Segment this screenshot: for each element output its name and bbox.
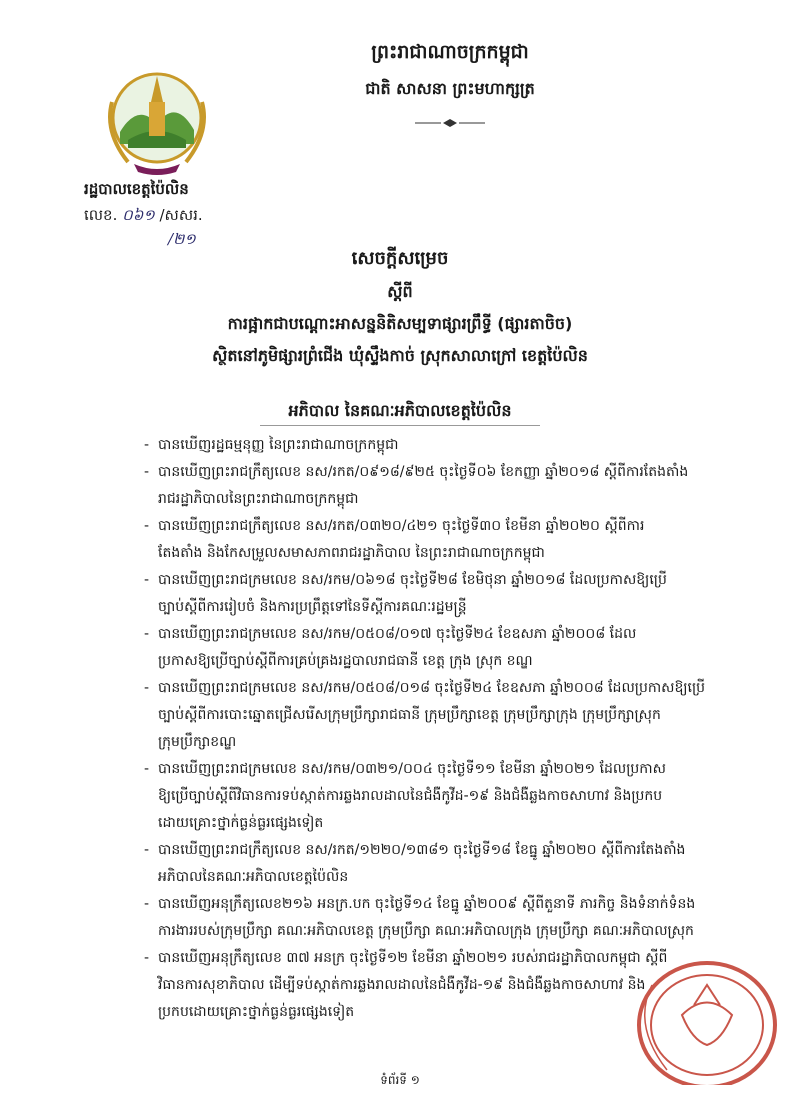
ornament-divider-icon [250,112,650,131]
clause-line: ដោយគ្រោះថ្នាក់ធ្ងន់ធ្ងរផ្សេងទៀត [158,815,324,831]
clause-line: ប្រកបដោយគ្រោះថ្នាក់ធ្ងន់ធ្ងរផ្សេងទៀត [158,1004,355,1020]
bullet-dash: - [144,437,150,453]
reference-year: /២១ [168,230,196,248]
clause-line: ការងាររបស់ក្រុមប្រឹក្សា គណៈអភិបាលខេត្ត ក្រុមប្រឹក្សា គណៈអភិបាលក្រុង ក្រុមប្រឹក្សា គណៈអភិបាលស្រុក [158,923,694,939]
clause-line: បានឃើញព្រះរាជក្រមលេខ នស/រកម/០៥០៨/០១៨ ចុះថ្ងៃទី២៤ ខែឧសភា ឆ្នាំ២០០៨ ដែលប្រកាសឱ្យប្រើ [158,680,706,696]
clause-item [144,567,744,621]
clause-item [144,891,744,945]
clause-line: បានឃើញអនុក្រឹត្យលេខ ៣៧ អនក្រ ចុះថ្ងៃទី១២ ខែមីនា ឆ្នាំ២០២១ របស់រាជរដ្ឋាភិបាលកម្ពុជា ស្តីពី [158,950,668,966]
bullet-dash: - [144,572,150,588]
clause-line: បានឃើញព្រះរាជក្រមលេខ នស/រកម/០៣២១/០០៤ ចុះថ្ងៃទី១១ ខែមីនា ឆ្នាំ២០២១ ដែលប្រកាស [158,761,666,777]
considerations-list [144,432,744,1026]
clause-line: បានឃើញរដ្ឋធម្មនុញ្ញ នៃព្រះរាជាណាចក្រកម្ពុជា [158,437,399,453]
bullet-dash: - [144,896,150,912]
clause-line: បានឃើញព្រះរាជក្រឹត្យលេខ នស/រកត/០៣២០/៤២១ ចុះថ្ងៃទី៣០ ខែមីនា ឆ្នាំ២០២០ ស្តីពីការ [158,518,645,534]
subject-line-1: ការផ្អាកជាបណ្តោះអាសន្ននិតិសម្បទាផ្សារព្រឹទ្ធី (ផ្សារតាចិច) [227,314,573,333]
bullet-dash: - [144,626,150,642]
clause-line: ច្បាប់ស្តីពីការបោះឆ្នោតជ្រើសរើសក្រុមប្រឹក្សារាជធានី ក្រុមប្រឹក្សាខេត្ត ក្រុមប្រឹក្សាក្រុង ក្រុមប្រឹក្សាស្រុក [158,707,661,723]
authority-heading: អភិបាល នៃគណៈអភិបាលខេត្តប៉ៃលិន [288,401,512,420]
clause-line: បានឃើញព្រះរាជក្រមលេខ នស/រកម/០៦១៨ ចុះថ្ងៃទី២៨ ខែមិថុនា ឆ្នាំ២០១៨ ដែលប្រកាសឱ្យប្រើ [158,572,667,588]
clause-line: វិធានការសុខាភិបាល ដើម្បីទប់ស្កាត់ការឆ្លងរាលដាលនៃជំងឺកូវីដ-១៩ និងជំងឺឆ្លងកាចសាហាវ និង [158,977,646,993]
clause-item [144,756,744,837]
clause-line: បានឃើញព្រះរាជក្រឹត្យលេខ នស/រកត/១២២០/១៣៨១ ចុះថ្ងៃទី១៨ ខែធ្នូ ឆ្នាំ២០២០ ស្តីពីការតែងតាំង [158,842,686,858]
issuing-authority: រដ្ឋបាលខេត្តប៉ៃលិន [84,180,189,198]
national-motto: ជាតិ សាសនា ព្រះមហាក្សត្រ [365,79,535,98]
clause-line: បានឃើញព្រះរាជក្រមលេខ នស/រកម/០៥០៨/០១៧ ចុះថ្ងៃទី២៤ ខែឧសភា ឆ្នាំ២០០៨ ដែល [158,626,637,642]
clause-line: ក្រុមប្រឹក្សាខណ្ឌ [158,734,237,750]
clause-line: ឱ្យប្រើច្បាប់ស្តីពីវិធានការទប់ស្កាត់ការឆ្លងរាលដាលនៃជំងឺកូវីដ-១៩ និងជំងឺឆ្លងកាចសាហាវ និងប្រកប [158,788,663,804]
reference-handwritten-number: ០៦១ [122,206,155,224]
page-number: ទំព័រទី ១ [380,1073,420,1087]
document-title [150,246,650,369]
clause-line: ប្រកាសឱ្យប្រើច្បាប់ស្តីពីការគ្រប់គ្រងរដ្ឋបាលរាជធានី ខេត្ត ក្រុង ស្រុក ខណ្ឌ [158,653,533,669]
bullet-dash: - [144,950,150,966]
reference-suffix: /សសរ. [159,206,203,224]
clause-item [144,432,744,459]
bullet-dash: - [144,842,150,858]
clause-item [144,459,744,513]
clause-line: តែងតាំង និងកែសម្រួលសមាសភាពរាជរដ្ឋាភិបាល នៃព្រះរាជាណាចក្រកម្ពុជា [158,545,545,561]
subject-line-2: ស្ថិតនៅភូមិផ្សារព្រំជើង ឃុំស្ទឹងកាច់ ស្រុកសាលាក្រៅ ខេត្តប៉ៃលិន [212,346,588,365]
kingdom-name: ព្រះរាជាណាចក្រកម្ពុជា [371,41,529,63]
reference-prefix: លេខ. [84,206,118,224]
clause-item [144,675,744,756]
clause-item [144,837,744,891]
reference-number [84,206,203,228]
provincial-emblem-icon [98,62,216,180]
clause-item [144,621,744,675]
bullet-dash: - [144,518,150,534]
clause-line: អភិបាលនៃគណៈអភិបាលខេត្តប៉ៃលិន [158,869,349,885]
document-type: សេចក្តីសម្រេច [351,248,449,269]
clause-line: បានឃើញព្រះរាជក្រឹត្យលេខ នស/រកត/០៩១៨/៩២៥ ចុះថ្ងៃទី០៦ ខែកញ្ញា ឆ្នាំ២០១៨ ស្តីពីការតែងតាំង [158,464,689,480]
clause-item [144,513,744,567]
bullet-dash: - [144,464,150,480]
clause-line: ច្បាប់ស្តីពីការរៀបចំ និងការប្រព្រឹត្តទៅនៃទីស្តីការគណៈរដ្ឋមន្ត្រី [158,599,467,615]
authority-underline [260,425,540,426]
concerning-label: ស្តីពី [387,282,413,301]
official-seal-icon [612,945,782,1085]
clause-line: បានឃើញអនុក្រឹត្យលេខ២១៦ អនក្រ.បក ចុះថ្ងៃទី១៤ ខែធ្នូ ឆ្នាំ២០០៩ ស្តីពីតួនាទី ភារកិច្ច និងទំនាក់ទំនង [158,896,696,912]
bullet-dash: - [144,680,150,696]
national-header [250,40,650,131]
bullet-dash: - [144,761,150,777]
clause-line: រាជរដ្ឋាភិបាលនៃព្រះរាជាណាចក្រកម្ពុជា [158,491,359,507]
